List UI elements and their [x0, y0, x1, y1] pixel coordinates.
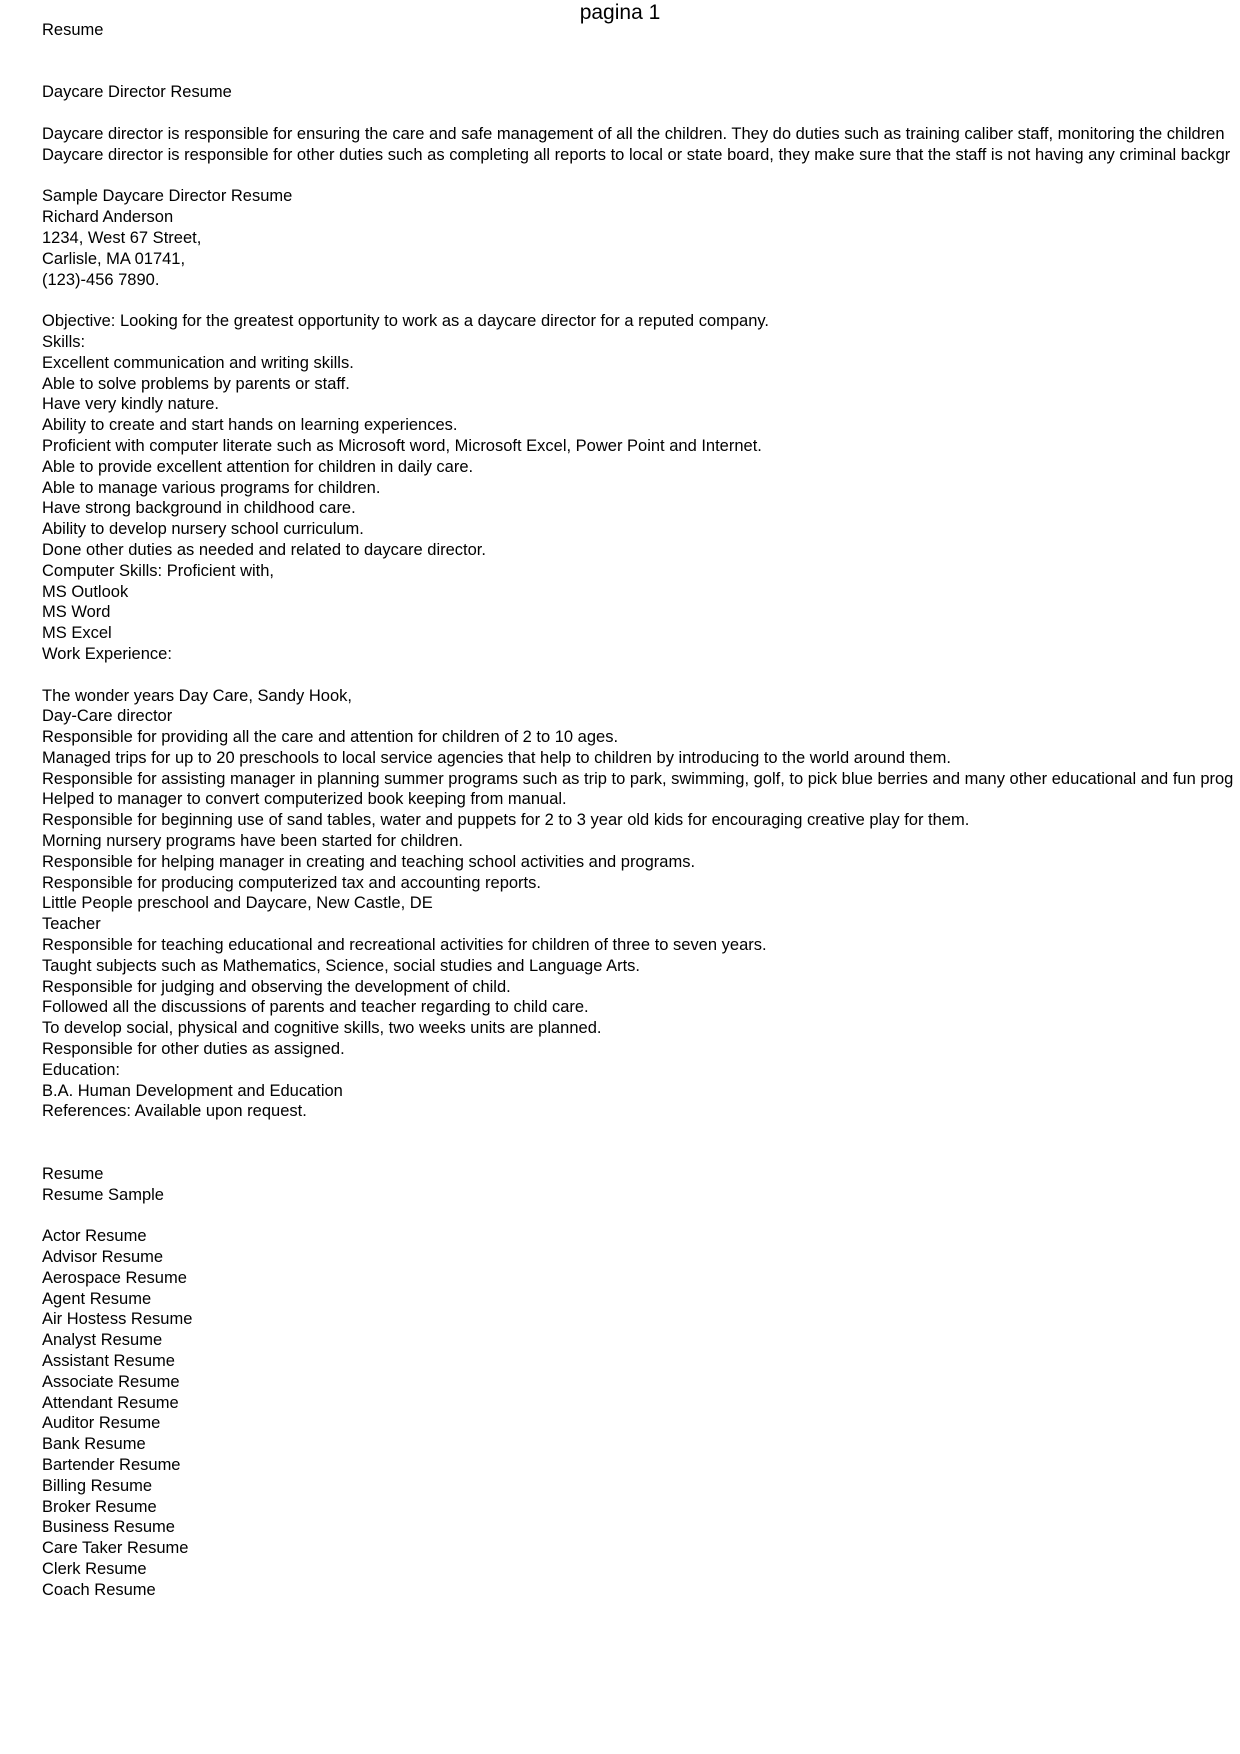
job-duty: Responsible for helping manager in creating and teaching school activities and programs.: [42, 852, 696, 871]
resume-link: Broker Resume: [42, 1497, 157, 1516]
candidate-name: Richard Anderson: [42, 208, 174, 227]
document-body: [42, 20, 1240, 1601]
resume-link: Business Resume: [42, 1518, 175, 1537]
skill-item: Ability to create and start hands on learning experiences.: [42, 416, 458, 435]
job-duty: To develop social, physical and cognitive skills, two weeks units are planned.: [42, 1019, 602, 1038]
computer-skill-item: MS Word: [42, 603, 111, 622]
job-duty: Responsible for producing computerized tax and accounting reports.: [42, 873, 541, 892]
job-duty: Morning nursery programs have been started for children.: [42, 832, 463, 851]
references: References: Available upon request.: [42, 1102, 307, 1121]
resume-link: Care Taker Resume: [42, 1539, 189, 1558]
job-duty: Helped to manager to convert computerized book keeping from manual.: [42, 790, 567, 809]
computer-skill-item: MS Outlook: [42, 582, 129, 601]
intro-paragraph: Daycare director is responsible for other duties such as completing all reports to local or state board, they make sure that the staff is not having any criminal backgr: [42, 145, 1231, 164]
resume-link: Agent Resume: [42, 1289, 152, 1308]
skill-item: Proficient with computer literate such as Microsoft word, Microsoft Excel, Power Point and Internet.: [42, 436, 762, 455]
resume-link: Assistant Resume: [42, 1352, 175, 1370]
skills-heading: Skills:: [42, 332, 86, 351]
resume-link: Aerospace Resume: [42, 1268, 187, 1287]
resume-link: Auditor Resume: [42, 1414, 161, 1433]
resume-link: Actor Resume: [42, 1227, 147, 1246]
job-duty: Managed trips for up to 20 preschools to local service agencies that help to children by introducing to the world around them.: [42, 748, 951, 767]
resume-link: Associate Resume: [42, 1372, 180, 1391]
intro-paragraph: Daycare director is responsible for ensuring the care and safe management of all the children. They do duties such as training caliber staff, monitoring the children: [42, 124, 1225, 143]
spacer: [42, 1205, 1240, 1226]
resume-link: Attendant Resume: [42, 1393, 179, 1412]
spacer: [42, 1143, 1240, 1164]
objective: Objective: Looking for the greatest opportunity to work as a daycare director for a reputed company.: [42, 312, 769, 331]
address-line: Carlisle, MA 01741,: [42, 249, 186, 268]
job-duty: Responsible for assisting manager in planning summer programs such as trip to park, swimming, golf, to pick blue berries and many other educational and fun prog: [42, 769, 1234, 788]
resume-link: Billing Resume: [42, 1476, 153, 1495]
employer-name: Little People preschool and Daycare, New Castle, DE: [42, 894, 433, 913]
skill-item: Have very kindly nature.: [42, 395, 219, 414]
skill-item: Able to solve problems by parents or staff.: [42, 374, 350, 393]
resume-link: Bartender Resume: [42, 1455, 181, 1474]
skill-item: Able to provide excellent attention for children in daily care.: [42, 457, 474, 476]
spacer: [42, 1122, 1240, 1143]
footer-label: Resume: [42, 1164, 104, 1183]
skill-item: Able to manage various programs for children.: [42, 478, 381, 497]
work-experience-heading: Work Experience:: [42, 644, 172, 663]
skill-item: Have strong background in childhood care.: [42, 499, 356, 518]
spacer: [42, 103, 1240, 124]
spacer: [42, 62, 1240, 83]
job-duty: Taught subjects such as Mathematics, Science, social studies and Language Arts.: [42, 956, 641, 975]
resume-link: Advisor Resume: [42, 1248, 164, 1267]
job-duty: Responsible for teaching educational and recreational activities for children of three to seven years.: [42, 936, 767, 955]
resume-link: Bank Resume: [42, 1435, 146, 1454]
skill-item: Done other duties as needed and related to daycare director.: [42, 540, 486, 559]
job-duty: Responsible for other duties as assigned.: [42, 1040, 345, 1059]
phone-number: (123)-456 7890.: [42, 270, 160, 289]
skill-item: Excellent communication and writing skills.: [42, 353, 354, 372]
skill-item: Ability to develop nursery school curriculum.: [42, 520, 364, 539]
spacer: [42, 290, 1240, 311]
address-line: 1234, West 67 Street,: [42, 228, 202, 247]
job-duty: Responsible for beginning use of sand tables, water and puppets for 2 to 3 year old kids for encouraging creative play for them.: [42, 811, 970, 830]
resume-link: Clerk Resume: [42, 1559, 147, 1578]
spacer: [42, 41, 1240, 62]
job-duty: Responsible for providing all the care and attention for children of 2 to 10 ages.: [42, 728, 619, 747]
doc-label: Resume: [42, 21, 104, 39]
resume-link: Coach Resume: [42, 1580, 156, 1599]
job-role: Day-Care director: [42, 707, 173, 726]
computer-skill-item: MS Excel: [42, 624, 112, 643]
resume-link: Air Hostess Resume: [42, 1310, 193, 1329]
employer-name: The wonder years Day Care, Sandy Hook,: [42, 686, 352, 705]
page-number-label: pagina 1: [579, 1, 661, 24]
job-duty: Followed all the discussions of parents and teacher regarding to child care.: [42, 998, 589, 1017]
education-heading: Education:: [42, 1060, 120, 1079]
computer-skills-heading: Computer Skills: Proficient with,: [42, 561, 274, 580]
job-duty: Responsible for judging and observing the development of child.: [42, 977, 511, 996]
spacer: [42, 665, 1240, 686]
spacer: [42, 166, 1240, 187]
job-role: Teacher: [42, 915, 101, 934]
document-title: Daycare Director Resume: [42, 83, 232, 102]
footer-sample: Resume Sample: [42, 1185, 164, 1204]
education-item: B.A. Human Development and Education: [42, 1081, 343, 1100]
resume-link: Analyst Resume: [42, 1331, 163, 1350]
sample-heading: Sample Daycare Director Resume: [42, 187, 293, 206]
